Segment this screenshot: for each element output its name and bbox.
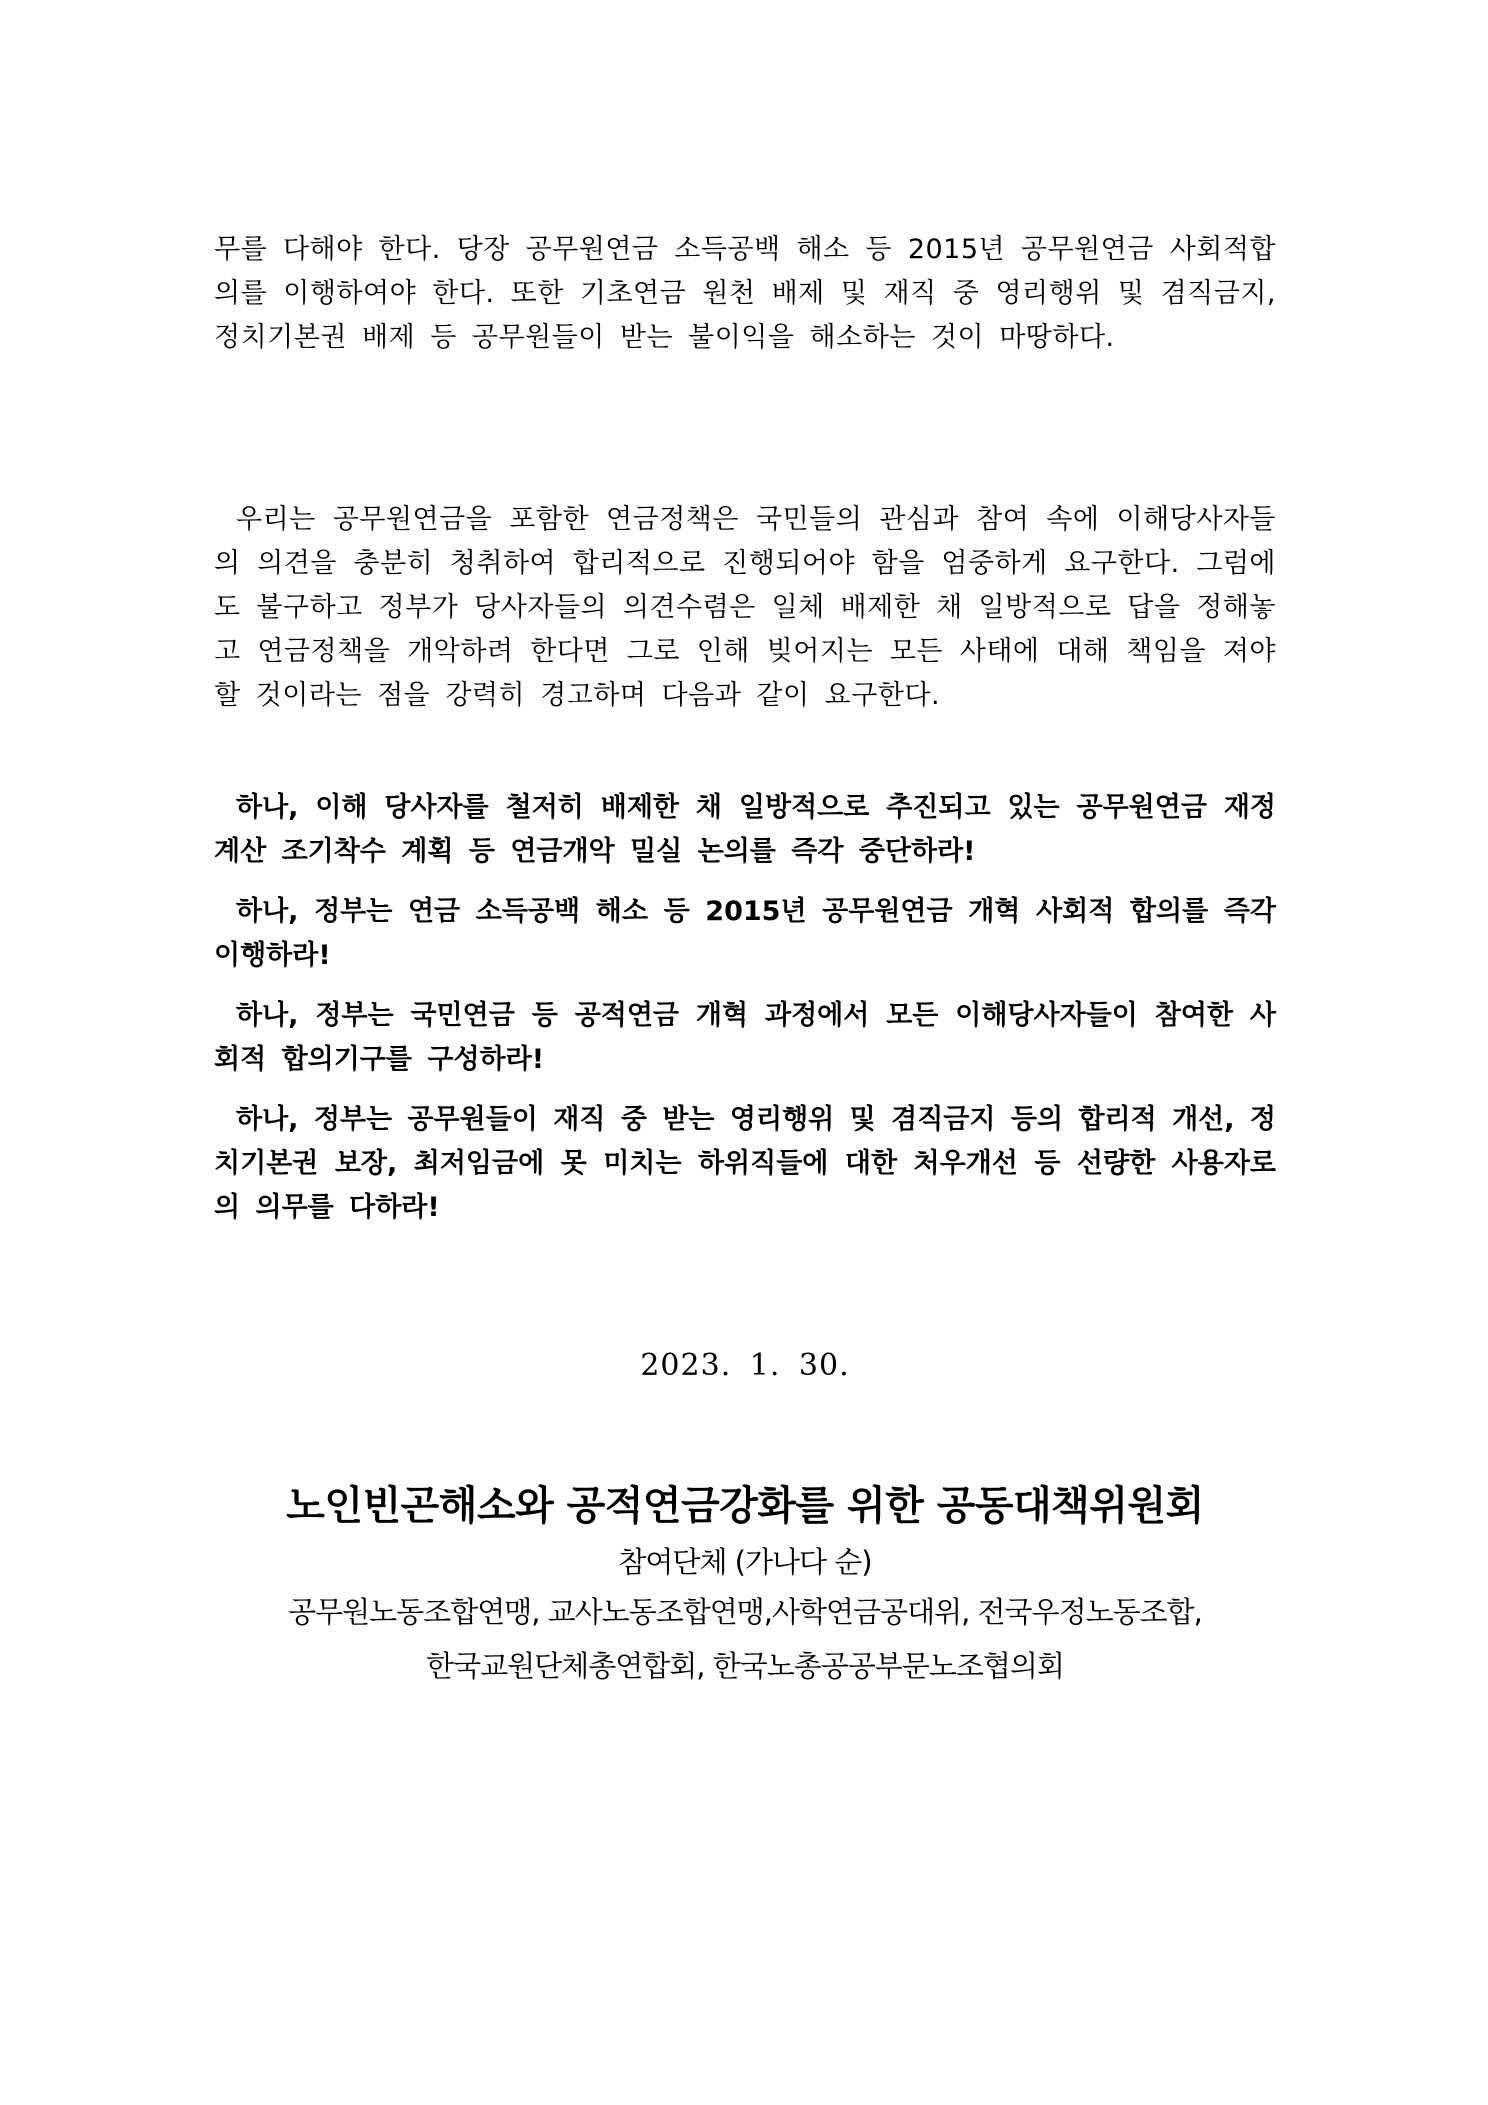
demand-intro-paragraph: 우리는 공무원연금을 포함한 연금정책은 국민들의 관심과 참여 속에 이해당사자들의 의견을 충분히 청취하여 합리적으로 진행되어야 함을 엄중하게 요구한다. 그럼에도 불구하고 정부가 당사자들의 의견수렴은 일체 배제한 채 일방적으로 답을 정해놓고 연금정책을 개악하려 한다면 그로 인해 빚어지는 모든 사태에 대해 책임을 져야 할 것이라는 점을 강력히 경고하며 다음과 같이 요구한다.: [214, 504, 1276, 711]
demand-item-2: 하나, 정부는 연금 소득공백 해소 등 2015년 공무원연금 개혁 사회적 합의를 즉각 이행하라!: [214, 896, 1276, 971]
signing-organization: 노인빈곤해소와 공적연금강화를 위한 공동대책위원회: [286, 1483, 1204, 1529]
document-date: 2023. 1. 30.: [640, 1348, 850, 1383]
participants-line-2: 한국교원단체총연합회, 한국노총공공부문노조협의회: [426, 1649, 1064, 1683]
demand-item-1: 하나, 이해 당사자를 철저히 배제한 채 일방적으로 추진되고 있는 공무원연금 재정계산 조기착수 계획 등 연금개악 밀실 논의를 즉각 중단하라!: [214, 792, 1276, 867]
continuation-paragraph: 무를 다해야 한다. 당장 공무원연금 소득공백 해소 등 2015년 공무원연금 사회적합의를 이행하여야 한다. 또한 기초연금 원천 배제 및 재직 중 영리행위 및 겸직금지, 정치기본권 배제 등 공무원들이 받는 불이익을 해소하는 것이 마땅하다.: [214, 234, 1276, 353]
demand-item-4: 하나, 정부는 공무원들이 재직 중 받는 영리행위 및 겸직금지 등의 합리적 개선, 정치기본권 보장, 최저임금에 못 미치는 하위직들에 대한 처우개선 등 선량한 사용자로의 의무를 다하라!: [214, 1104, 1276, 1223]
demand-item-3: 하나, 정부는 국민연금 등 공적연금 개혁 과정에서 모든 이해당사자들이 참여한 사회적 합의기구를 구성하라!: [214, 1000, 1276, 1075]
participants-line-1: 공무원노동조합연맹, 교사노동조합연맹,사학연금공대위, 전국우정노동조합,: [288, 1595, 1202, 1629]
participants-label: 참여단체 (가나다 순): [618, 1545, 872, 1579]
